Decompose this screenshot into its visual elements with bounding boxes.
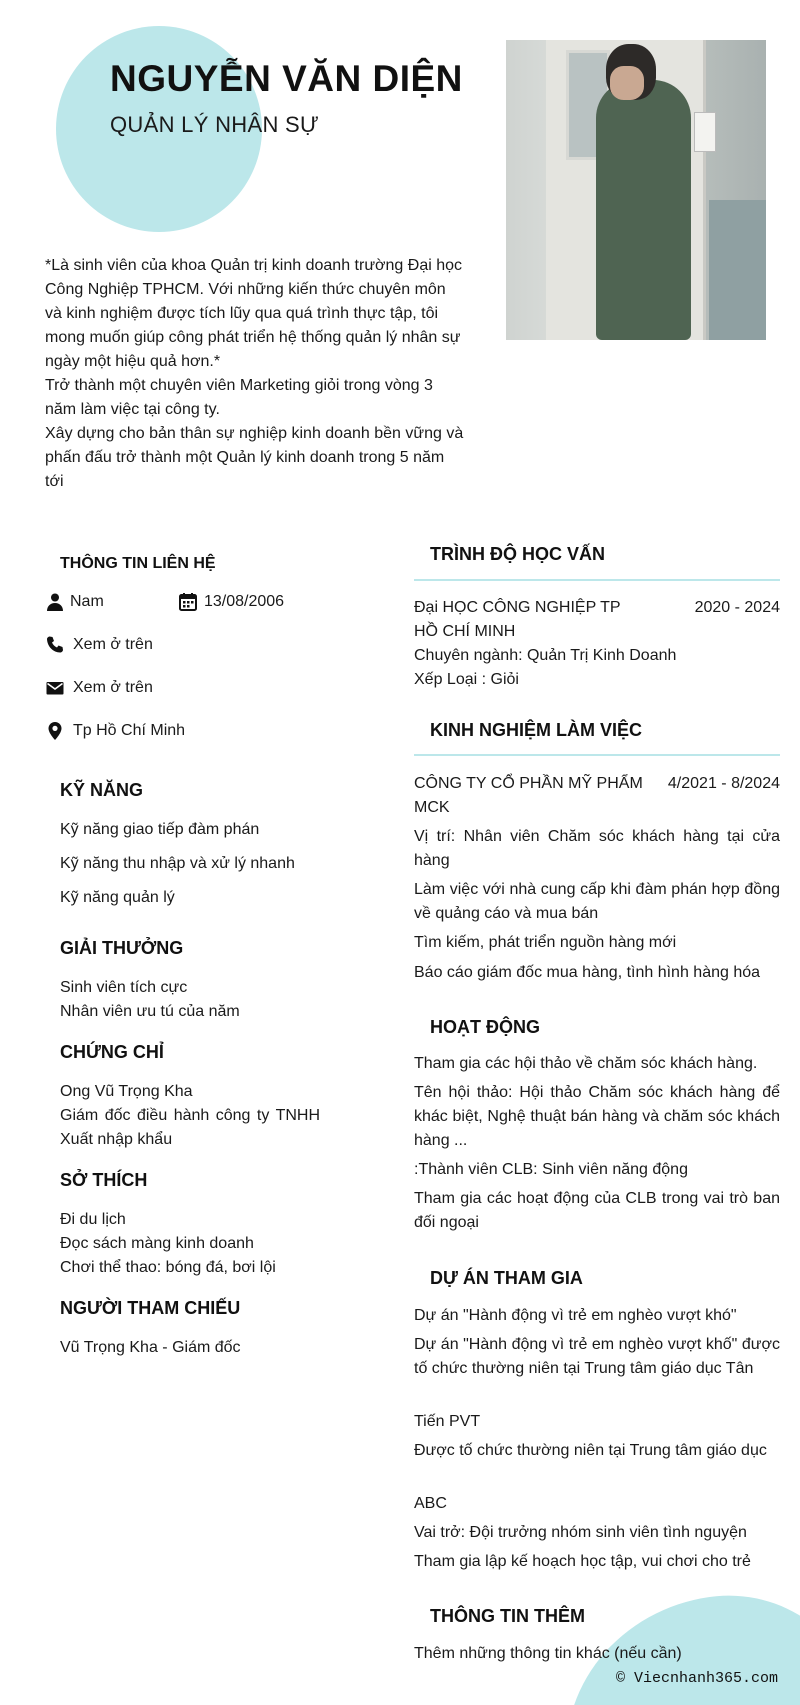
list-item: Đọc sách màng kinh doanh: [60, 1235, 254, 1252]
extra-info-text: Thêm những thông tin khác (nếu cần): [414, 1645, 682, 1662]
project-item: Được tố chức thường niên tại Trung tâm giáo dục: [414, 1442, 767, 1459]
education-grade: Xếp Loại : Giỏi: [414, 671, 519, 688]
address-value: Tp Hồ Chí Minh: [73, 722, 186, 739]
section-divider: [414, 754, 780, 756]
certificate-line: Giám đốc điều hành công ty TNHH Xuất nhập khẩu: [60, 1107, 320, 1148]
skills-heading: KỸ NĂNG: [60, 780, 143, 801]
person-icon: [45, 592, 65, 612]
certificates-heading: CHỨNG CHỈ: [60, 1042, 164, 1063]
list-item: Đi du lịch: [60, 1211, 126, 1228]
phone-icon: [45, 635, 65, 655]
experience-detail: Vị trí: Nhân viên Chăm sóc khách hàng tại cửa hàng: [414, 828, 780, 869]
projects-heading: DỰ ÁN THAM GIA: [430, 1268, 583, 1289]
reference-item: Vũ Trọng Kha - Giám đốc: [60, 1339, 241, 1356]
project-item: Dự án "Hành động vì trẻ em nghèo vượt khó": [414, 1307, 737, 1324]
activity-item: Tham gia các hoạt động của CLB trong vai trò ban đối ngoại: [414, 1190, 780, 1231]
summary-paragraph: Trở thành một chuyên viên Marketing giỏi trong vòng 3 năm làm việc tại công ty.: [45, 377, 433, 418]
phone-value: Xem ở trên: [73, 636, 153, 653]
watermark: © Viecnhanh365.com: [615, 1670, 778, 1687]
list-item: Sinh viên tích cực: [60, 979, 188, 996]
school-name: Đại HỌC CÔNG NGHIỆP TP HỒ CHÍ MINH: [414, 599, 621, 640]
extra-info-heading: THÔNG TIN THÊM: [430, 1606, 585, 1627]
career-summary: [45, 254, 465, 494]
mail-icon: [45, 678, 65, 698]
project-item: Vai trở: Đội trưởng nhóm sinh viên tình nguyện: [414, 1524, 747, 1541]
job-title: QUẢN LÝ NHÂN SỰ: [110, 112, 320, 137]
location-icon: [45, 721, 65, 741]
calendar-icon: [178, 592, 198, 612]
activities-heading: HOẠT ĐỘNG: [430, 1017, 540, 1038]
gender-value: Nam: [70, 593, 104, 610]
project-item: ABC: [414, 1495, 447, 1512]
birthday-value: 13/08/2006: [204, 593, 285, 610]
experience-period: 4/2021 - 8/2024: [667, 775, 780, 792]
project-item: Tham gia lập kế hoạch học tập, vui chơi cho trẻ: [414, 1553, 751, 1570]
candidate-name: NGUYỄN VĂN DIỆN: [110, 58, 463, 99]
education-major: Chuyên ngành: Quản Trị Kinh Doanh: [414, 647, 677, 664]
summary-paragraph: Xây dựng cho bản thân sự nghiệp kinh doanh bền vững và phấn đấu trở thành một Quản lý kinh doanh trong 5 năm tới: [45, 425, 464, 490]
section-divider: [414, 579, 780, 581]
list-item: Kỹ năng quản lý: [60, 889, 175, 906]
list-item: Chơi thể thao: bóng đá, bơi lội: [60, 1259, 276, 1276]
experience-detail: Báo cáo giám đốc mua hàng, tình hình hàng hóa: [414, 964, 761, 981]
experience-detail: Tìm kiếm, phát triển nguồn hàng mới: [414, 934, 677, 951]
list-item: Kỹ năng thu nhập và xử lý nhanh: [60, 855, 295, 872]
hobbies-heading: SỞ THÍCH: [60, 1170, 147, 1191]
list-item: Kỹ năng giao tiếp đàm phán: [60, 821, 260, 838]
company-name: CÔNG TY CỔ PHẦN MỸ PHẨM MCK: [414, 775, 643, 816]
profile-photo: [506, 40, 766, 340]
awards-heading: GIẢI THƯỞNG: [60, 938, 183, 959]
summary-paragraph: *Là sinh viên của khoa Quản trị kinh doanh trường Đại học Công Nghiệp TPHCM. Với những kiến thức chuyên môn và kinh nghiệm được tích lũy qua quá trình thực tập, tôi mong muốn giúp công phát triển hệ thống quản lý nhân sự ngày một hiệu quả hơn.*: [45, 257, 463, 370]
education-heading: TRÌNH ĐỘ HỌC VẤN: [430, 544, 605, 565]
project-item: Tiến PVT: [414, 1413, 481, 1430]
email-value: Xem ở trên: [73, 679, 153, 696]
certificate-line: Ong Vũ Trọng Kha: [60, 1083, 193, 1100]
project-item: Dự án "Hành động vì trẻ em nghèo vượt khố" được tố chức thường niên tại Trung tâm giáo dục Tân: [414, 1336, 780, 1377]
references-heading: NGƯỜI THAM CHIẾU: [60, 1298, 240, 1319]
activity-item: Tên hội thảo: Hội thảo Chăm sóc khách hàng để khác biệt, Nghệ thuật bán hàng và chăm sóc khách hàng ...: [414, 1084, 780, 1149]
list-item: Nhân viên ưu tú của năm: [60, 1003, 240, 1020]
activity-item: Tham gia các hội thảo về chăm sóc khách hàng.: [414, 1055, 758, 1072]
education-period: 2020 - 2024: [694, 599, 780, 616]
experience-heading: KINH NGHIỆM LÀM VIỆC: [430, 720, 642, 741]
experience-detail: Làm việc với nhà cung cấp khi đàm phán hợp đồng về quảng cáo và mua bán: [414, 881, 780, 922]
contact-heading: THÔNG TIN LIÊN HỆ: [60, 552, 216, 573]
activity-item: :Thành viên CLB: Sinh viên năng động: [414, 1161, 688, 1178]
